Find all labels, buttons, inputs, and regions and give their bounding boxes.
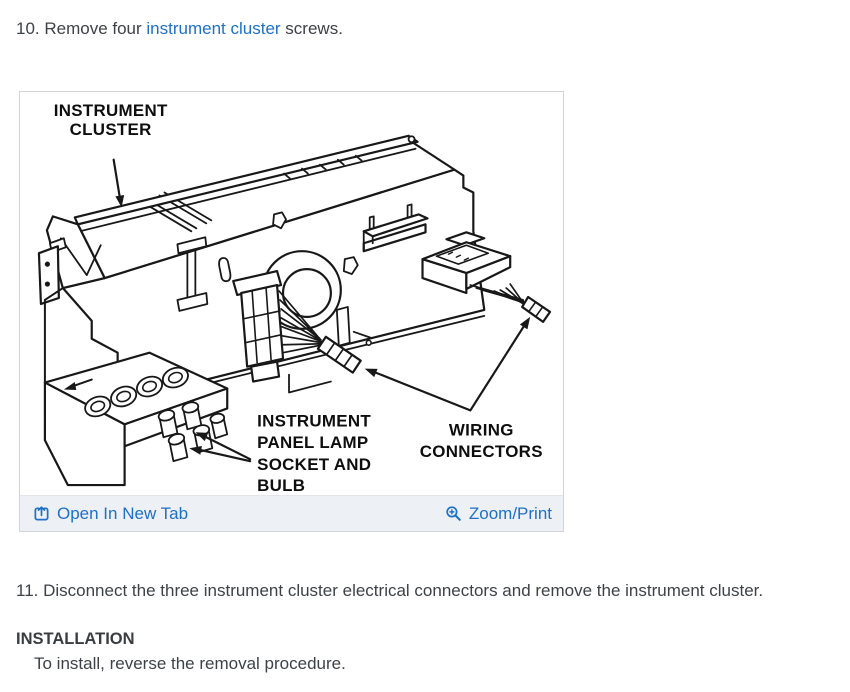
step-10-text [16,19,343,39]
zoom-magnifier-icon [445,505,462,522]
open-in-new-tab-icon [33,505,50,522]
installation-heading: INSTALLATION [16,630,135,648]
step-11-text: 11. Disconnect the three instrument cluster electrical connectors and remove the instrument cluster. [16,581,764,600]
figure-panel [19,91,564,532]
zoom-print-label: Zoom/Print [468,503,552,523]
step-10-prefix: 10. Remove four [16,19,147,38]
instrument-cluster-diagram [20,92,563,495]
figure-toolbar [20,495,563,531]
diagram-label-wiring-2: CONNECTORS [419,442,543,462]
open-in-new-tab-label: Open In New Tab [57,503,189,523]
instrument-cluster-link[interactable]: instrument cluster [146,19,281,38]
diagram-label-lamp-4: BULB [257,476,306,495]
diagram-label-lamp-2: PANEL LAMP [257,433,369,453]
step-10-suffix: screws. [280,19,343,38]
zoom-print-button[interactable] [445,504,552,524]
diagram-label-lamp-1: INSTRUMENT [257,411,372,431]
open-in-new-tab-button[interactable] [33,504,188,524]
installation-body: To install, reverse the removal procedure. [34,654,346,673]
diagram-label-lamp-3: SOCKET AND [257,455,372,475]
mounting-bracket [39,246,59,304]
diagram-label-cluster-2: CLUSTER [69,119,152,139]
diagram-svg [20,92,563,495]
diagram-label-cluster-1: INSTRUMENT [53,100,168,120]
diagram-label-wiring-1: WIRING [448,420,514,440]
